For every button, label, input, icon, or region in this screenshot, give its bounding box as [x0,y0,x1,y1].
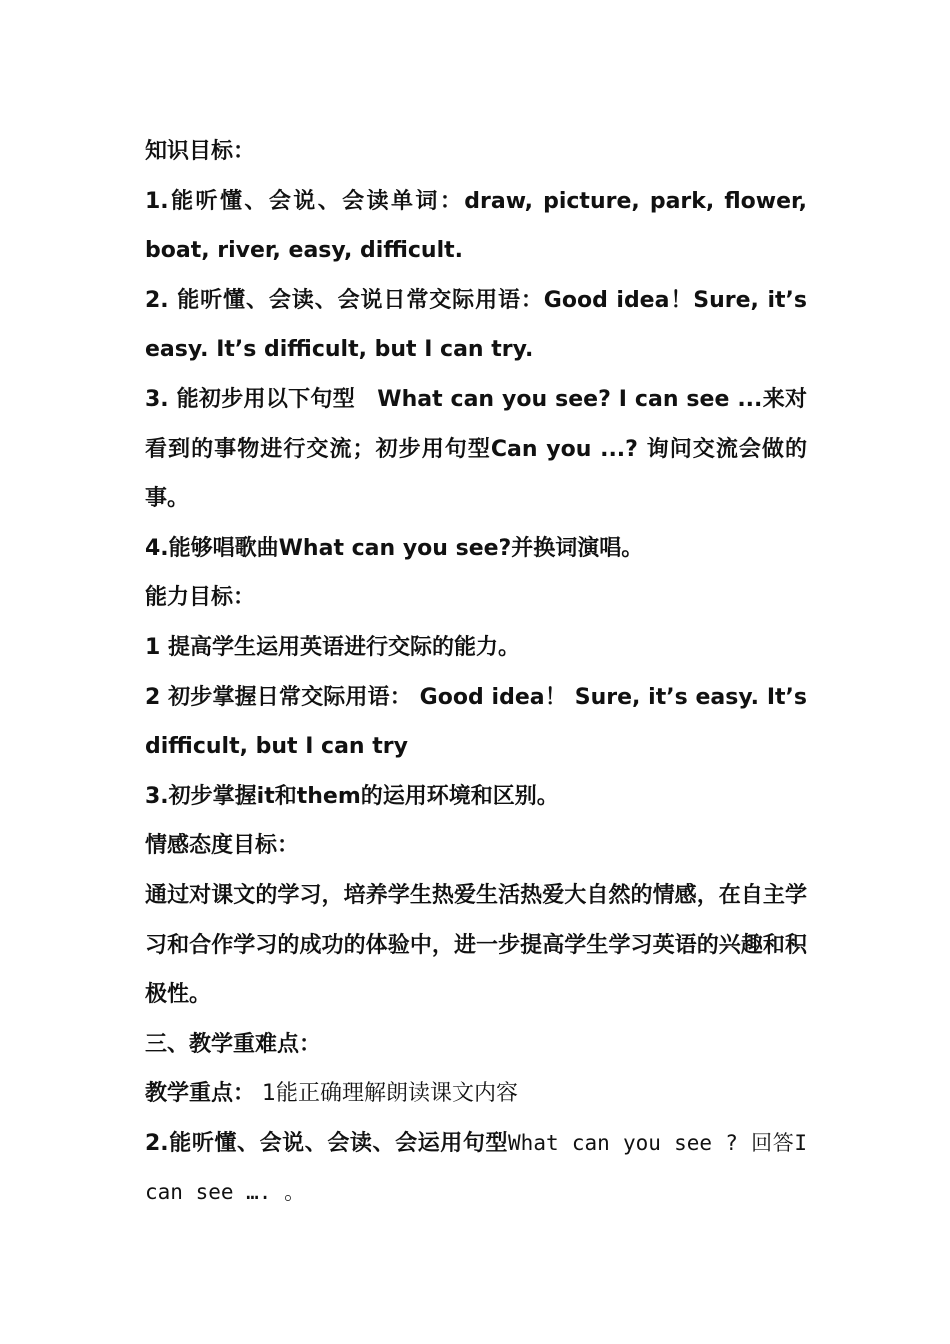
ability-item-2 [145,673,807,772]
focus-item-1: 1能正确理解朗读课文内容 [255,1081,519,1107]
focus-label: 教学重点： [145,1081,256,1107]
focus-line-1 [145,1069,807,1119]
ability-item-1: 1 提高学生运用英语进行交际的能力。 [145,634,520,660]
emotion-heading: 情感态度目标： [145,833,300,859]
knowledge-item-1: 1.能听懂、会说、会读单词：draw, picture, park, flower, boat, river, easy, difficult. [145,188,807,264]
ability-heading: 能力目标： [145,585,256,611]
emotion-text: 通过对课文的学习，培养学生热爱生活热爱大自然的情感，在自主学习和合作学习的成功的体验中，进一步提高学生学习英语的兴趣和积极性。 [145,882,807,1008]
ability-item-2-lead: 2 初步掌握 [145,684,257,710]
knowledge-item-3: 3. 能初步用以下句型 What can you see? I can see ...来对看到的事物进行交流；初步用句型Can you ...? 询问交流会做的事。 [145,386,807,512]
document-body [145,127,807,1218]
focus-item-2-code: What can you see ? 回答I can see …. 。 [145,1130,807,1205]
knowledge-item-2: 2. 能听懂、会读、会说日常交际用语：Good idea！Sure, it’s easy. It’s difficult, but I can try. [145,287,807,363]
focus-line-2 [145,1119,807,1218]
ability-item-3: 3.初步掌握it和them的运用环境和区别。 [145,783,559,809]
knowledge-item-4: 4.能够唱歌曲What can you see?并换词演唱。 [145,535,644,561]
ability-item-2-text: 日常交际用语： Good idea！ Sure, it’s easy. It’s difficult, but I can try [145,684,808,760]
knowledge-heading: 知识目标： [145,139,256,164]
focus-item-2-prefix: 2.能听懂、会说、会读、会运用句型 [145,1130,509,1156]
section-3-heading: 三、教学重难点： [145,1031,322,1057]
